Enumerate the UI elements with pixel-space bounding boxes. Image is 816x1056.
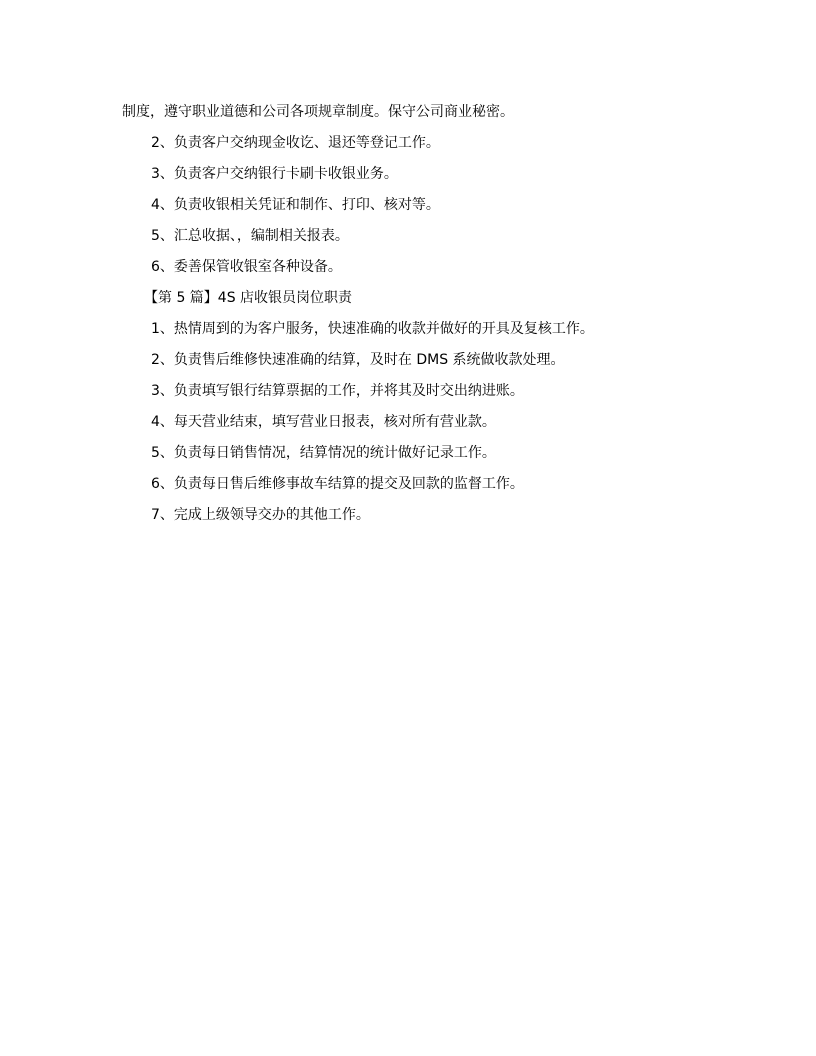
list-item: 3、负责填写银行结算票据的工作，并将其及时交出纳进账。 bbox=[151, 383, 524, 399]
list-item: 1、热情周到的为客户服务，快速准确的收款并做好的开具及复核工作。 bbox=[151, 321, 594, 337]
list-item: 5、负责每日销售情况，结算情况的统计做好记录工作。 bbox=[151, 445, 496, 461]
list-item: 3、负责客户交纳银行卡刷卡收银业务。 bbox=[151, 166, 398, 182]
list-item: 2、负责售后维修快速准确的结算，及时在 DMS 系统做收款处理。 bbox=[151, 352, 565, 368]
list-item: 5、汇总收据、，编制相关报表。 bbox=[151, 228, 349, 244]
section-heading: 【第 5 篇】4S 店收银员岗位职责 bbox=[144, 290, 353, 306]
list-item: 6、委善保管收银室各种设备。 bbox=[151, 259, 342, 275]
list-item: 4、负责收银相关凭证和制作、打印、核对等。 bbox=[151, 197, 440, 213]
paragraph-continuation: 制度，遵守职业道德和公司各项规章制度。保守公司商业秘密。 bbox=[122, 104, 514, 120]
list-item: 6、负责每日售后维修事故车结算的提交及回款的监督工作。 bbox=[151, 476, 524, 492]
document-body bbox=[122, 101, 702, 535]
list-item: 7、完成上级领导交办的其他工作。 bbox=[151, 507, 370, 523]
list-item: 4、每天营业结束，填写营业日报表，核对所有营业款。 bbox=[151, 414, 496, 430]
list-item: 2、负责客户交纳现金收讫、退还等登记工作。 bbox=[151, 135, 440, 151]
